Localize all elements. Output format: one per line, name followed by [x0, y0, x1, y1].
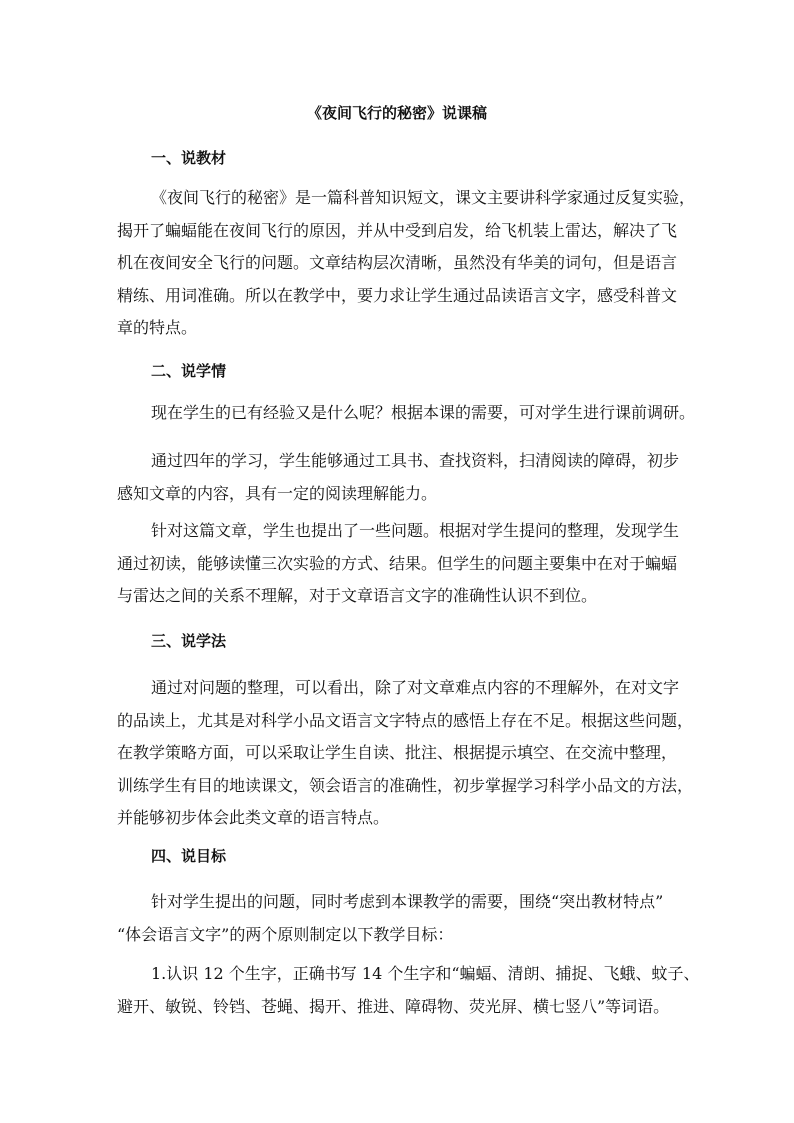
- paragraph-line: 在教学策略方面，可以采取让学生自读、批注、根据提示填空、在交流中整理，: [117, 743, 678, 762]
- paragraph-line: 章的特点。: [117, 318, 198, 337]
- paragraph-learners-ability: [117, 445, 680, 510]
- paragraph-line: 通过四年的学习，学生能够通过工具书、查找资料，扫清阅读的障碍，初步: [151, 451, 680, 470]
- paragraph-learners-questions: [117, 515, 680, 613]
- paragraph-line: 训练学生有目的地读课文，领会语言的准确性，初步掌握学习科学小品文的方法，: [117, 775, 694, 795]
- paragraph-line: “体会语言文字”的两个原则制定以下教学目标：: [117, 924, 454, 944]
- paragraph-line: 现在学生的已有经验又是什么呢？根据本课的需要，可对学生进行课前调研。: [151, 403, 696, 422]
- paragraph-line: 避开、敏锐、铃铛、苍蝇、揭开、推进、障碍物、荧光屏、横七竖八”等词语。: [117, 996, 670, 1016]
- paragraph-line: 针对学生提出的问题，同时考虑到本课教学的需要，围绕“突出教材特点”: [151, 892, 664, 911]
- paragraph-line: 1.认识 12 个生字，正确书写 14 个生字和“蝙蝠、清朗、捕捉、飞蛾、蚊子、: [151, 964, 700, 983]
- paragraph-methods: [117, 672, 694, 835]
- paragraph-learners-experience: [117, 397, 696, 430]
- paragraph-line: 并能够初步体会此类文章的语言特点。: [117, 808, 390, 827]
- section-heading-learners: 二、说学情: [151, 362, 227, 380]
- paragraph-line: 感知文章的内容，具有一定的阅读理解能力。: [117, 483, 438, 503]
- paragraph-line: 通过初读，能够读懂三次实验的方式、结果。但学生的问题主要集中在对于蝙蝠: [117, 553, 678, 573]
- paragraph-line: 与雷达之间的关系不理解，对于文章语言文字的准确性认识不到位。: [117, 586, 598, 605]
- paragraph-objectives-intro: [117, 886, 680, 951]
- document-title: 《夜间飞行的秘密》说课稿: [306, 104, 487, 122]
- paragraph-line: 《夜间飞行的秘密》是一篇科普知识短文，课文主要讲科学家通过反复实验，: [151, 188, 696, 207]
- section-heading-objectives: 四、说目标: [151, 847, 227, 865]
- section-heading-methods: 三、说学法: [151, 632, 227, 650]
- paragraph-line: 揭开了蝙蝠能在夜间飞行的原因，并从中受到启发，给飞机装上雷达，解决了飞: [117, 220, 678, 240]
- section-heading-textbook: 一、说教材: [151, 149, 227, 167]
- paragraph-line: 的品读上，尤其是对科学小品文语言文字特点的感悟上存在不足。根据这些问题，: [117, 710, 694, 730]
- paragraph-line: 精练、用词准确。所以在教学中，要力求让学生通过品读语言文字，感受科普文: [117, 285, 678, 305]
- paragraph-textbook-intro: [117, 182, 696, 345]
- paragraph-line: 通过对问题的整理，可以看出，除了对文章难点内容的不理解外，在对文字: [151, 678, 680, 697]
- paragraph-line: 针对这篇文章，学生也提出了一些问题。根据对学生提问的整理，发现学生: [151, 521, 680, 540]
- paragraph-objective-1: [117, 958, 700, 1023]
- paragraph-line: 机在夜间安全飞行的问题。文章结构层次清晰，虽然没有华美的词句，但是语言: [117, 253, 678, 272]
